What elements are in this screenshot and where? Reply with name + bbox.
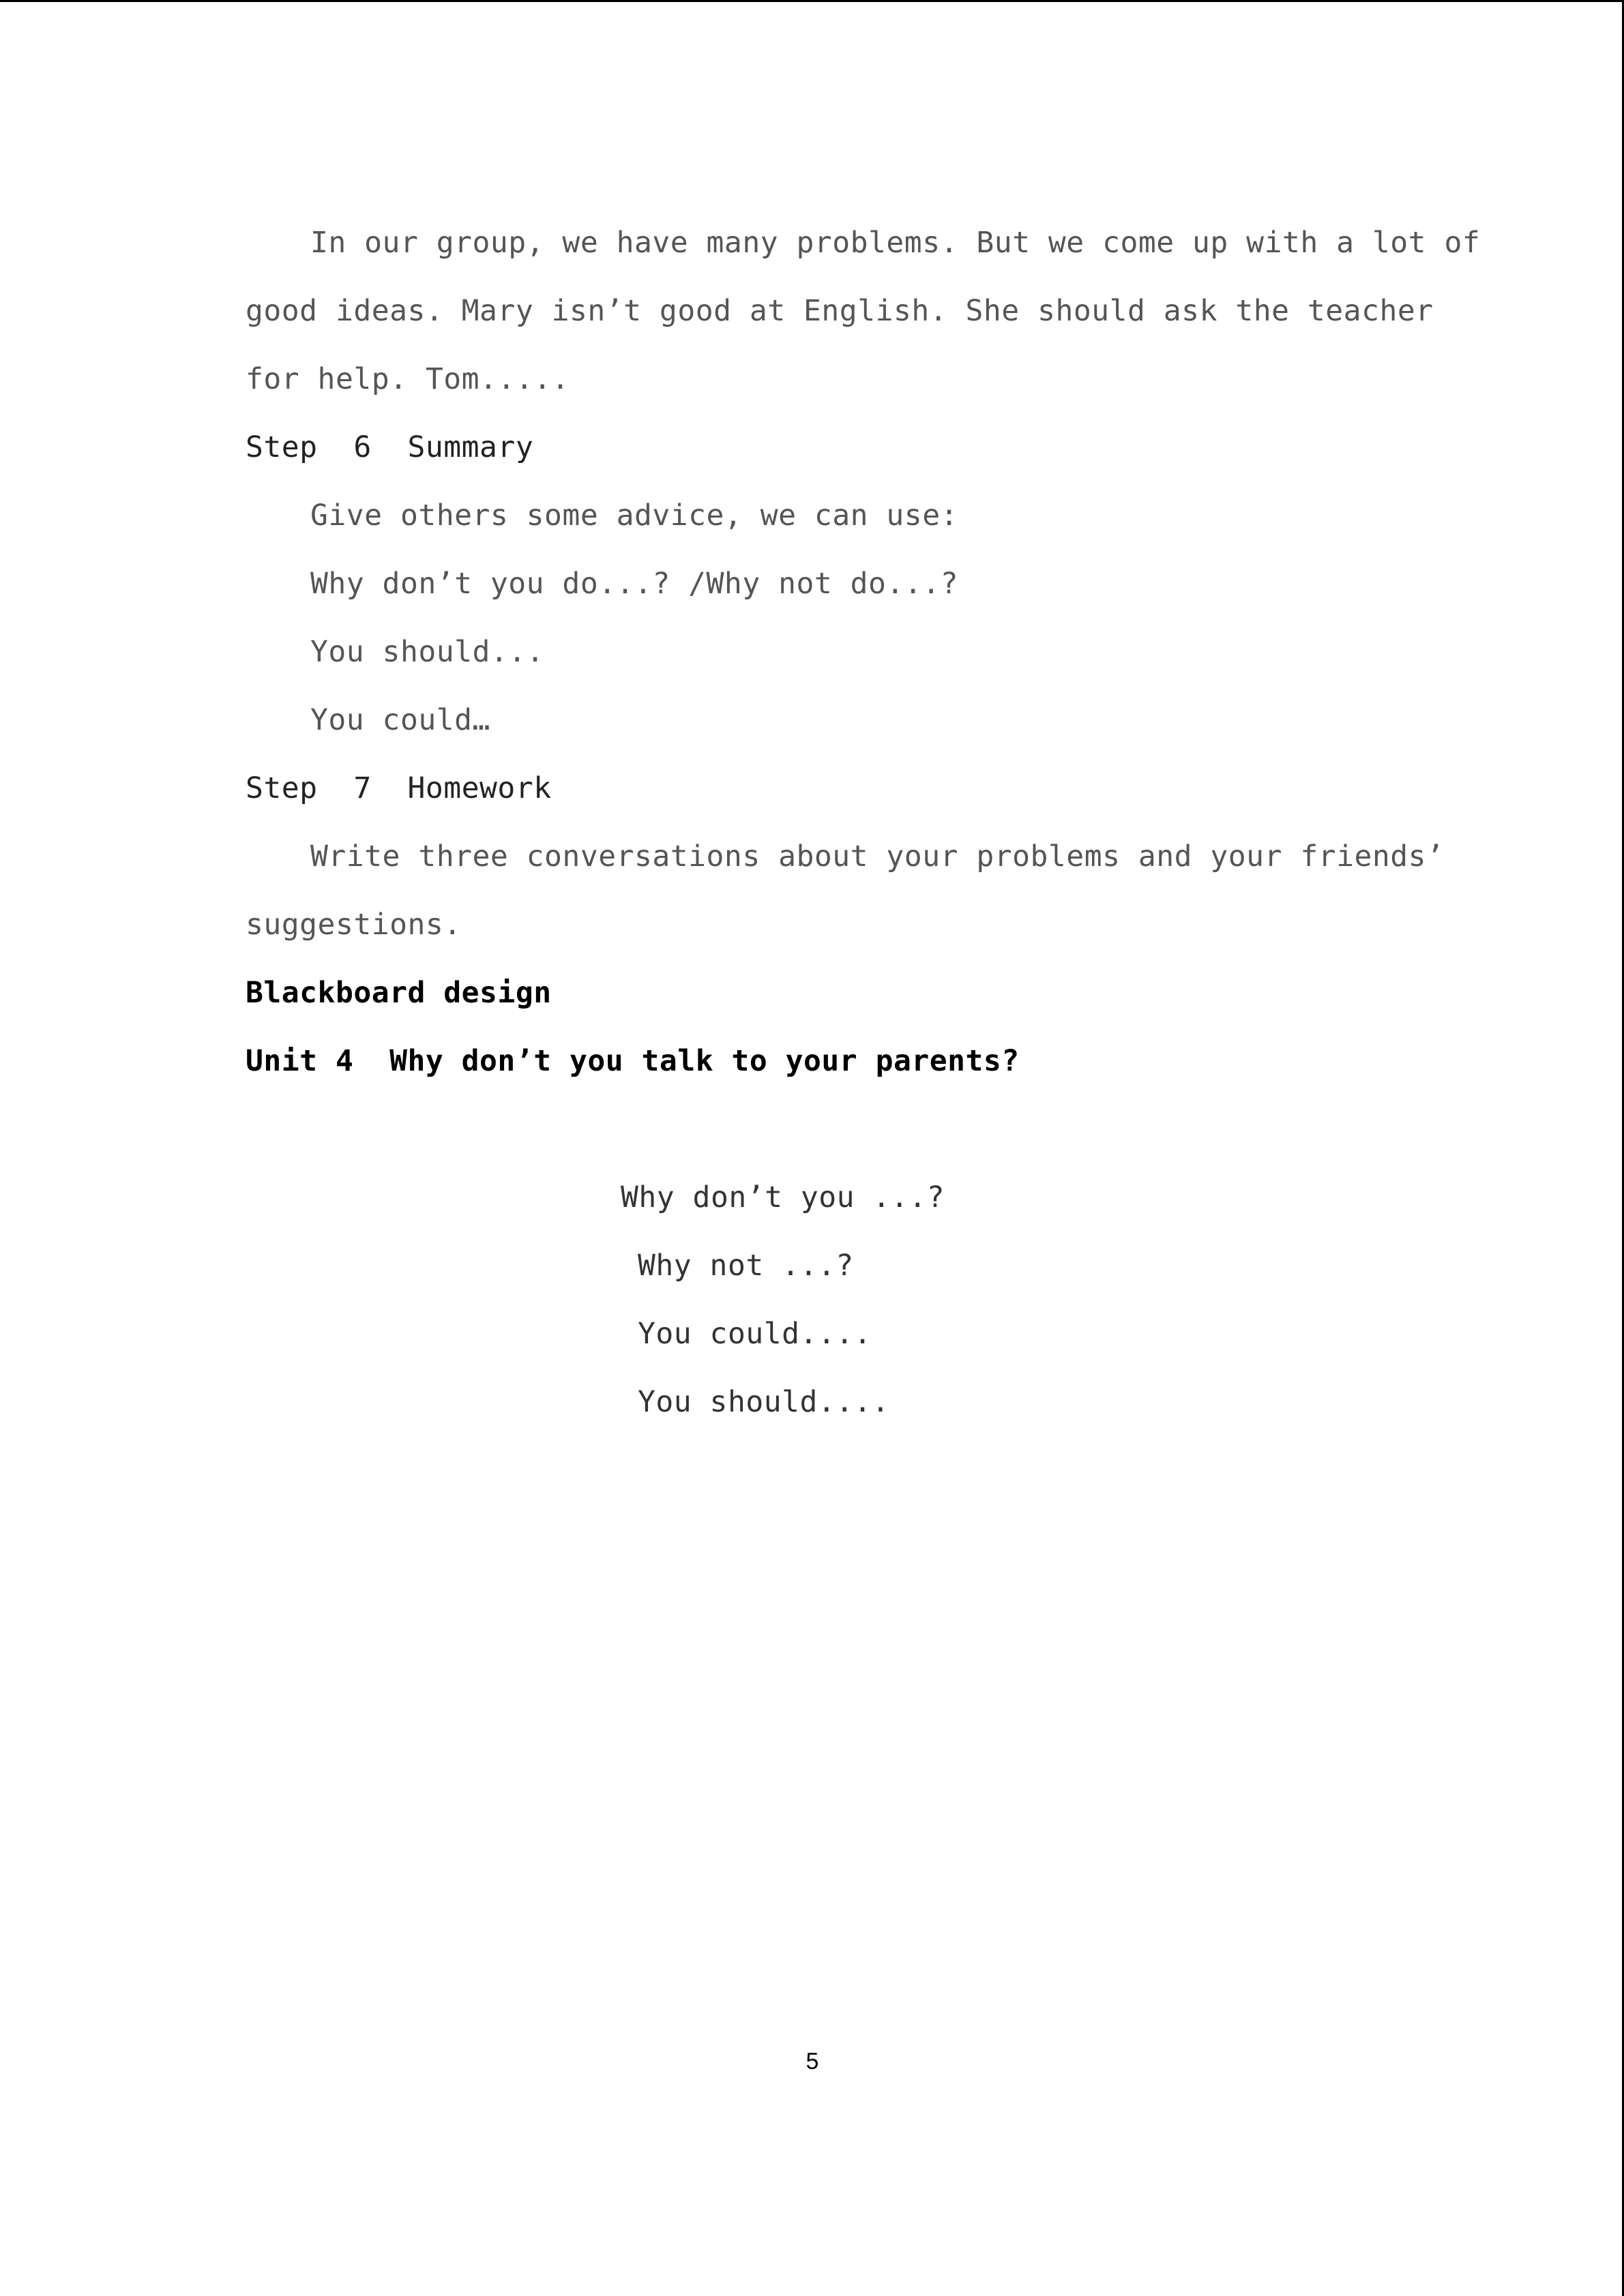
blackboard-phrase-4: You should.... [638,1385,890,1419]
step6-heading: Step 6 Summary [246,430,534,464]
paragraph-line-2: good ideas. Mary isn’t good at English. She should ask the teacher [246,294,1434,328]
step7-heading: Step 7 Homework [246,771,552,805]
unit-title: Unit 4 Why don’t you talk to your parents? [246,1044,1020,1078]
paragraph-line-3: for help. Tom..... [246,362,570,396]
page-number: 5 [806,2048,819,2074]
step6-item-2: You should... [310,635,545,669]
paragraph-line-1: In our group, we have many problems. But we come up with a lot of [310,226,1481,260]
step7-line-1: Write three conversations about your problems and your friends’ [310,839,1445,874]
blackboard-heading: Blackboard design [246,976,552,1010]
step6-item-3: You could… [310,703,490,737]
step7-line-2: suggestions. [246,908,462,942]
blackboard-phrase-2: Why not ...? [638,1249,854,1283]
step6-intro: Give others some advice, we can use: [310,498,958,533]
blackboard-phrase-3: You could.... [638,1317,872,1351]
step6-item-1: Why don’t you do...? /Why not do...? [310,567,958,601]
blackboard-phrase-1: Why don’t you ...? [621,1180,945,1214]
